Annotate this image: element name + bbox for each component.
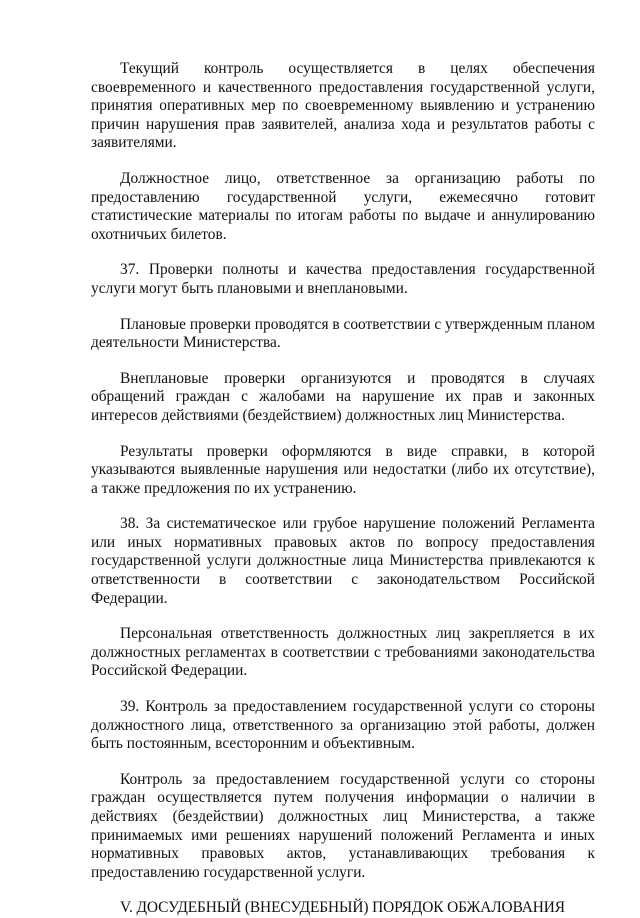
paragraph-38-responsibility: 38. За систематическое или грубое нарушение положений Регламента или иных нормативных правовых актов по вопросу предоставления государственной услуги должностные лица Министерства привлекаются к ответственности в соответствии с законодательством Российской Федерации.	[91, 515, 595, 607]
paragraph-inspection-results: Результаты проверки оформляются в виде справки, в которой указываются выявленные нарушения или недостатки (либо их отсутствие), а также предложения по их устранению.	[91, 442, 595, 497]
paragraph-statistics: Должностное лицо, ответственное за организацию работы по предоставлению государственной услуги, ежемесячно готовит статистические материалы по итогам работы по выдаче и аннулированию охотничьих билетов.	[91, 169, 595, 243]
paragraph-39-control: 39. Контроль за предоставлением государственной услуги со стороны должностного лица, ответственного за организацию этой работы, должен быть постоянным, всесторонним и объективным.	[91, 698, 595, 753]
paragraph-unplanned-inspections: Внеплановые проверки организуются и проводятся в случаях обращений граждан с жалобами на нарушение их прав и законных интересов действиями (бездействием) должностных лиц Министерства.	[91, 369, 595, 424]
paragraph-personal-responsibility: Персональная ответственность должностных лиц закрепляется в их должностных регламентах в соответствии с требованиями законодательства Российской Федерации.	[91, 625, 595, 680]
section-heading: V. ДОСУДЕБНЫЙ (ВНЕСУДЕБНЫЙ) ПОРЯДОК ОБЖАЛОВАНИЯ	[120, 899, 565, 917]
paragraph-citizen-control: Контроль за предоставлением государственной услуги со стороны граждан осуществляется путем получения информации о наличии в действиях (бездействии) должностных лиц Министерства, а также принимаемых ими решениях нарушений положений Регламента и иных нормативных правовых актов, устанавливающих требования к предоставлению государственной услуги.	[91, 770, 595, 881]
paragraph-37-inspections: 37. Проверки полноты и качества предоставления государственной услуги могут быть плановыми и внеплановыми.	[91, 261, 595, 297]
paragraph-planned-inspections: Плановые проверки проводятся в соответствии с утвержденным планом деятельности Министерства.	[91, 315, 595, 352]
document-body	[91, 60, 595, 918]
paragraph-current-control: Текущий контроль осуществляется в целях обеспечения своевременного и качественного предоставления государственной услуги, принятия оперативных мер по своевременному выявлению и устранению причин нарушения прав заявителей, анализа хода и результатов работы с заявителями.	[91, 60, 595, 152]
